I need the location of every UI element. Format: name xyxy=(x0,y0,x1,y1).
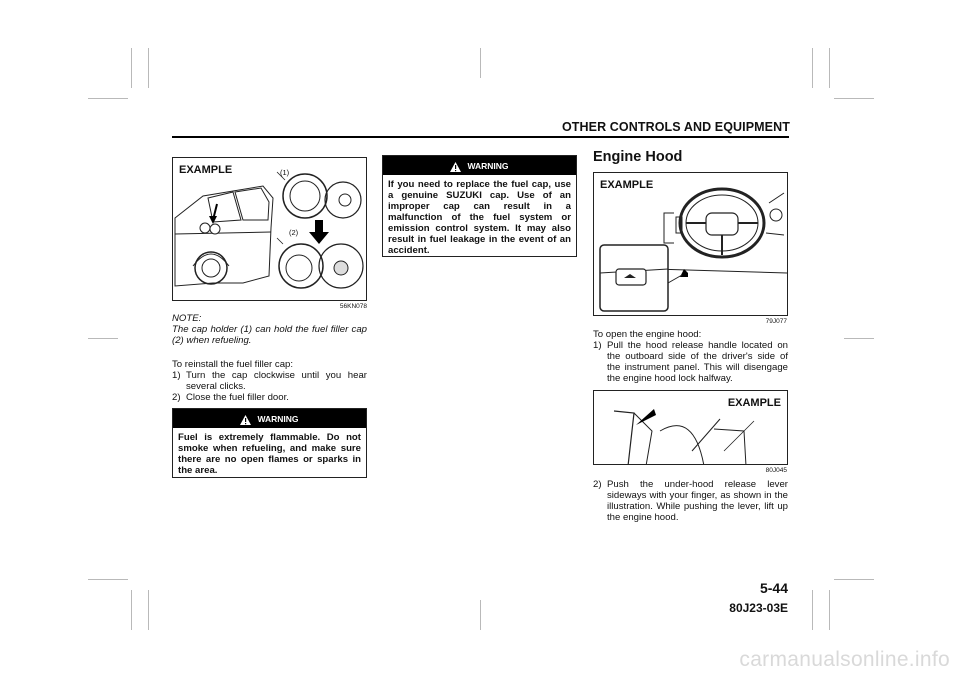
crop-mark xyxy=(131,48,132,88)
page-number: 5-44 xyxy=(759,580,788,596)
step-number: 1) xyxy=(593,340,602,351)
reinstall-intro: To reinstall the fuel filler cap: xyxy=(172,359,294,370)
header-rule xyxy=(172,136,789,138)
document-code: 80J23-03E xyxy=(729,601,788,615)
crop-mark xyxy=(834,98,874,99)
fuel-cap-illustration xyxy=(173,158,367,301)
figure-label: EXAMPLE xyxy=(600,179,654,191)
hood-release-figure xyxy=(593,172,788,316)
warning-header xyxy=(383,156,576,175)
crop-mark xyxy=(812,48,813,88)
warning-box xyxy=(382,155,577,257)
section-header-title: OTHER CONTROLS AND EQUIPMENT xyxy=(561,120,790,134)
watermark: carmanualsonline.info xyxy=(739,648,950,671)
figure-code: 56KN078 xyxy=(339,303,367,310)
note-block xyxy=(172,313,367,346)
step-text: Push the under-hood release lever sideways with your finger, as shown in the illustration. While pushing the lever, lift up the engine hood. xyxy=(607,479,788,523)
crop-mark xyxy=(834,579,874,580)
callout-2: (2) xyxy=(289,228,299,237)
hood-lever-figure xyxy=(593,390,788,465)
crop-mark xyxy=(812,590,813,630)
engine-hood-title: Engine Hood xyxy=(593,149,683,165)
step-text: Close the fuel filler door. xyxy=(186,392,289,403)
reinstall-instructions xyxy=(172,359,367,403)
crop-mark xyxy=(829,590,830,630)
fuel-cap-figure xyxy=(172,157,367,301)
crop-mark xyxy=(88,579,128,580)
figure-code: 79J077 xyxy=(765,318,787,325)
step-number: 1) xyxy=(172,370,181,381)
hood-lever-illustration xyxy=(594,391,788,465)
crop-mark xyxy=(88,338,118,339)
warning-header xyxy=(173,409,366,428)
crop-mark xyxy=(131,590,132,630)
step-text: Turn the cap clockwise until you hear several clicks. xyxy=(186,370,367,392)
warning-box xyxy=(172,408,367,478)
step-text: Pull the hood release handle located on the outboard side of the driver's side of the instrument panel. This will disengage the engine hood lock halfway. xyxy=(607,340,788,384)
warning-heading: WARNING xyxy=(467,161,509,171)
warning-text: Fuel is extremely flammable. Do not smoke when refueling, and make sure there are no open flames or sparks in the area. xyxy=(178,432,361,476)
warning-triangle-icon xyxy=(450,162,461,172)
hood-intro: To open the engine hood: xyxy=(593,329,702,340)
crop-mark xyxy=(148,48,149,88)
note-text: The cap holder (1) can hold the fuel filler cap (2) when refueling. xyxy=(172,324,367,346)
crop-mark xyxy=(844,338,874,339)
hood-release-illustration xyxy=(594,173,788,316)
warning-heading: WARNING xyxy=(257,414,299,424)
callout-1: (1) xyxy=(280,168,290,177)
figure-code: 80J045 xyxy=(765,467,787,474)
crop-mark xyxy=(480,600,481,630)
hood-instructions-step2 xyxy=(593,479,788,523)
warning-triangle-icon xyxy=(240,415,251,425)
figure-label: EXAMPLE xyxy=(727,397,781,409)
step-number: 2) xyxy=(172,392,181,403)
crop-mark xyxy=(148,590,149,630)
list-item xyxy=(593,340,788,384)
note-title: NOTE: xyxy=(172,313,202,324)
figure-label: EXAMPLE xyxy=(179,164,233,176)
list-item xyxy=(172,392,367,403)
hood-instructions-step1 xyxy=(593,329,788,384)
crop-mark xyxy=(480,48,481,78)
list-item xyxy=(593,479,788,523)
step-number: 2) xyxy=(593,479,602,490)
crop-mark xyxy=(88,98,128,99)
list-item xyxy=(172,370,367,392)
warning-text: If you need to replace the fuel cap, use a genuine SUZUKI cap. Use of an improper cap can result in a malfunction of the fuel system or emission control system. It may also result in fuel leakage in the event of an accident. xyxy=(388,179,571,256)
crop-mark xyxy=(829,48,830,88)
